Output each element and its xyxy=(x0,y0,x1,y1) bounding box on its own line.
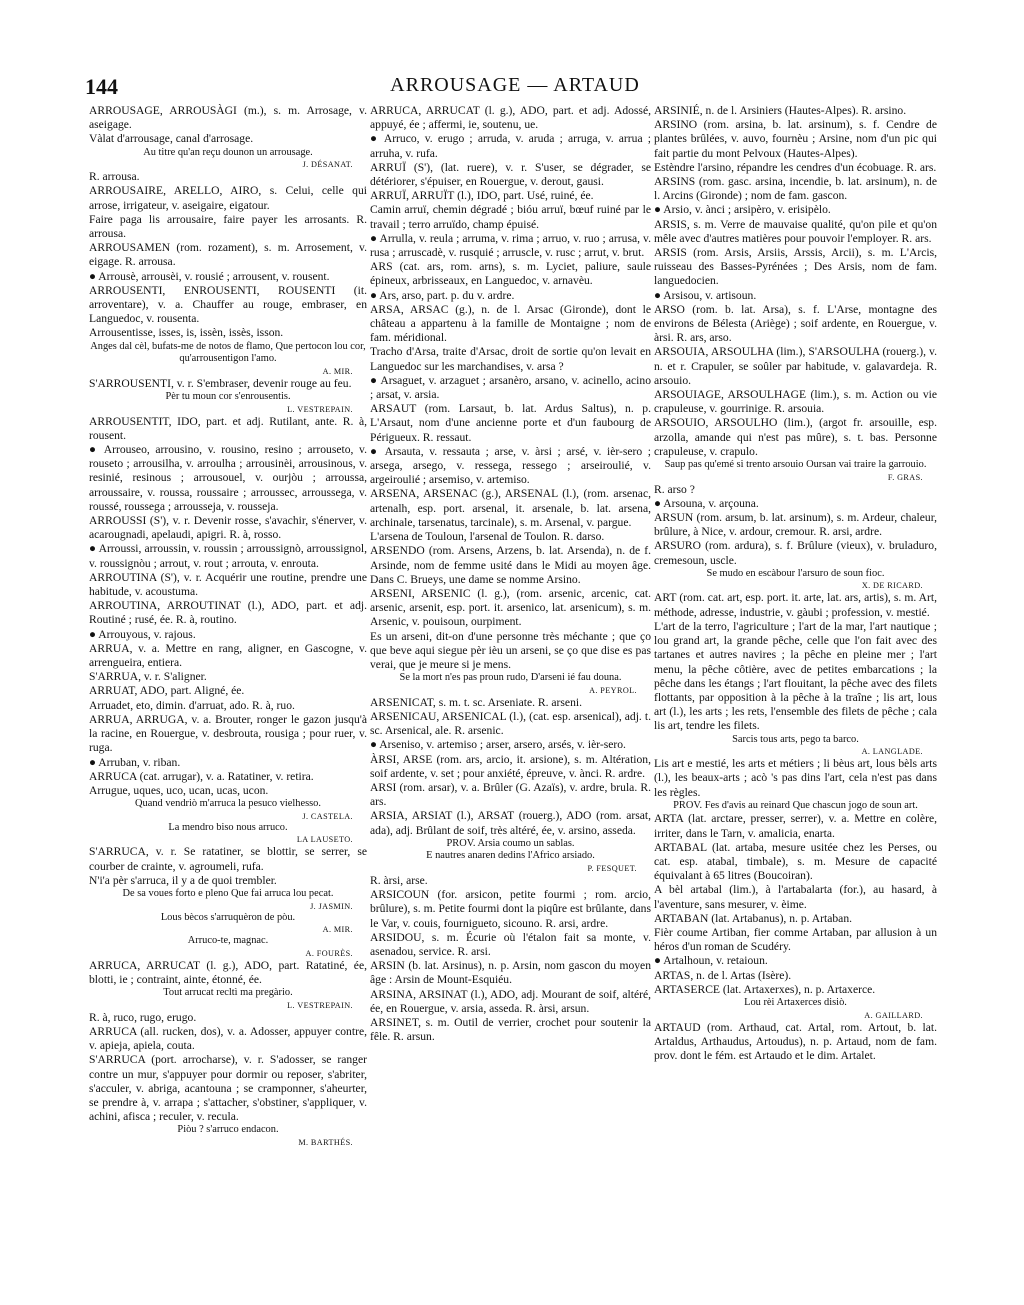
dictionary-entry: ARSIS (rom. Arsis, Arsiis, Arssis, Arcii), s. m. L'Arcis, ruisseau des Basses-Pyrénées ; Des Arsis, nom de fam. languedocien. xyxy=(654,246,937,288)
dictionary-entry: ARROUSSI (S'), v. r. Devenir rosse, s'avachir, s'énerver, v. acarougnadi, apelaudi, apigri. R. à, rosso. xyxy=(89,514,367,542)
dictionary-entry: ARRUCA (all. rucken, dos), v. a. Adosser, appuyer contre, v. apieja, apiela, couta. xyxy=(89,1024,367,1053)
dictionary-entry: ● Arsouna, v. arçouna. xyxy=(654,496,759,510)
dictionary-entry: ARROUTINA, ARROUTINAT (l.), ADO, part. et adj. Routiné ; rusé, ée. R. à, routino. xyxy=(89,599,367,627)
quotation: Arruco-te, magnac. xyxy=(187,935,269,947)
dictionary-entry: ● Arsaguet, v. arzaguet ; arsanèro, arsano, v. acinello, acino ; arsat, v. arsia. xyxy=(370,373,651,402)
dictionary-entry: ● Ars, arso, part. p. du v. ardre. xyxy=(370,288,515,302)
dictionary-entry: ● Arsauta, v. ressauta ; arse, v. àrsi ; arsé, v. ièr-sero ; arsega, arsego, v. ressega, ressego ; arseiroulié, v. argeiroulié ; arsemiso, v. artemiso. xyxy=(370,444,651,487)
dictionary-entry: ARSIS, s. m. Verre de mauvaise qualité, qu'on pile et qu'on mêle avec d'autres matières pour pouvoir l'employer. R. ars. xyxy=(654,217,937,245)
dictionary-entry: ARROUSENTIT, IDO, part. et adj. Rutilant, ante. R. à, rousent. xyxy=(89,414,367,442)
quotation: La mendro biso nous arruco. xyxy=(168,821,288,833)
dictionary-entry: S'ARROUSENTI, v. r. S'embraser, devenir rouge au feu. xyxy=(89,376,352,390)
quotation: E nautres anaren dedins l'Africo arsiado. xyxy=(426,850,595,862)
dictionary-entry: ● Artalhoun, v. retaioun. xyxy=(654,954,768,968)
dictionary-entry: L'art de la terro, l'agriculture ; l'art de la mar, l'art nautique ; lou grand art, la grande pêche, celle que l'on fait avec des tartanes et autres navires ; la pêche en pleine mer ; l'art menu, la pêche côtière, avec de petites embarcations ; la pêche dans les étangs ; l'art flouitant, la pêche avec des filets flottants, par opposition à la pêche à la traîne ; lis art, lous art (l.), les arts ; les rets, l'ensemble des filets de pêche ; cala lis art, tendre les filets. xyxy=(654,619,937,733)
dictionary-entry: S'ARRUCA, v. r. Se ratatiner, se blottir, se serrer, se courber de crainte, v. agroumeli, rufa. xyxy=(89,845,367,873)
column-3 xyxy=(654,104,937,1063)
dictionary-entry: ARSOUIAGE, ARSOULHAGE (lim.), s. m. Action ou vie crapuleuse, v. gourrinige. R. arsouia. xyxy=(654,388,937,416)
dictionary-entry: ARS (cat. ars, rom. arns), s. m. Lyciet, paliure, saule épineux, arbrisseaux, en Languedoc, v. arnavèu. xyxy=(370,260,651,288)
quotation-attribution: A. LANGLADE. xyxy=(861,747,923,757)
dictionary-entry: ARSAUT (rom. Larsaut, b. lat. Ardus Saltus), n. p. L'Arsaut, nom d'une ancienne porte et d'un faubourg de Périgueux. R. ressaut. xyxy=(370,402,651,444)
dictionary-entry: ARRUÏ, ARRUÏT (l.), IDO, part. Usé, ruiné, ée. xyxy=(370,189,594,203)
quotation: Piòu ? s'arruco endacon. xyxy=(177,1124,279,1136)
column-2 xyxy=(370,104,651,1044)
running-head: ARROUSAGE — ARTAUD xyxy=(390,74,640,96)
page-header xyxy=(85,74,945,104)
dictionary-entry: ● Arrulla, v. reula ; arruma, v. rima ; arruo, v. ruo ; arrusa, v. rusa ; arruscadè, v. rusquié ; arruscle, v. rusc ; arrut, v. brut. xyxy=(370,231,651,260)
dictionary-entry: ARSENA, ARSENAC (g.), ARSENAL (l.), (rom. arsenac, artenalh, esp. port. arsenal, it. arsenale, b. lat. arsena, archinale, tarsenatus, tarcinale), s. m. Arsenal, v. pargue. xyxy=(370,487,651,529)
dictionary-entry: Arruadet, eto, dimin. d'arruat, ado. R. à, ruo. xyxy=(89,698,295,712)
quotation: Se mudo en escàbour l'arsuro de soun fioc. xyxy=(706,567,885,579)
quotation-attribution: J. DÉSANAT. xyxy=(302,160,353,170)
dictionary-entry: Tracho d'Arsa, traite d'Arsac, droit de sortie qu'on levait en Languedoc sur les marchandises, v. arsa ? xyxy=(370,345,651,373)
dictionary-entry: R. àrsi, arse. xyxy=(370,873,428,887)
dictionary-entry: ARRUA, ARRUGA, v. a. Brouter, ronger le gazon jusqu'à la racine, en Rouergue, v. desbrouta, rousiga ; pour ruer, v. ruga. xyxy=(89,712,367,755)
dictionary-entry: ● Arsio, v. ànci ; arsipèro, v. erisipèlo. xyxy=(654,203,831,217)
dictionary-entry: ARSENICAU, ARSENICAL (l.), (cat. esp. arsenical), adj. t. sc. Arsenical, ale. R. arsenic. xyxy=(370,709,651,738)
dictionary-entry: N'i'a pèr s'arruca, il y a de quoi trembler. xyxy=(89,873,277,887)
dictionary-entry: ARSIA, ARSIAT (l.), ARSAT (rouerg.), ADO (rom. arsat, ada), adj. Brûlant de soif, très altéré, ée, v. arsino, asseda. xyxy=(370,809,651,837)
dictionary-entry: ● Arroussi, arroussin, v. roussin ; arroussignò, arroussignol, v. roussignòu ; arrout, v. rout ; arrouta, v. enrouta. xyxy=(89,542,367,570)
dictionary-entry: ART (rom. cat. art, esp. port. it. arte, lat. ars, artis), s. m. Art, méthode, adresse, industrie, v. gàubi ; profession, v. mestié. xyxy=(654,591,937,619)
dictionary-entry: ● Arrouseo, arrousino, v. rousino, resino ; arrouseto, v. rouseto ; arrousilha, v. arroulha ; arrousinèi, arrousinous, v. resinié, resinous ; arrousouel, v. ourjòu ; arroussa, arroussaire, v. roussa, roussaire ; arroussec, arroussega, v. roussé, roussega ; arrousseja, v. rousseja. xyxy=(89,443,367,513)
page-number: 144 xyxy=(85,74,118,99)
dictionary-entry: Fièr coume Artiban, fier comme Artaban, par allusion à un héros d'un roman de Scudéry. xyxy=(654,925,937,954)
dictionary-entry: ARRUÏ (S'), (lat. ruere), v. r. S'user, se dégrader, se détériorer, s'épuiser, en Rouergue, v. derout, gausi. xyxy=(370,160,651,189)
quotation: Saup pas qu'emé si trento arsouio Oursan vai traire la garrouio. xyxy=(664,459,927,471)
dictionary-entry: ARTABAN (lat. Artabanus), n. p. Artaban. xyxy=(654,911,853,925)
dictionary-entry: ARSICOUN (for. arsicon, petite fourmi ; rom. arcio, brûlure), s. m. Petite fourmi dont la piqûre est brûlante, dans le Var, v. couis, fournigueto, sicouno. R. arsi, ardre. xyxy=(370,888,651,930)
dictionary-entry: Camin arruï, chemin dégradé ; bióu arruï, bœuf ruiné par le travail ; terro arruïdo, champ épuisé. xyxy=(370,203,651,231)
quotation-attribution: L. VESTREPAIN. xyxy=(287,404,353,414)
quotation-attribution: F. GRAS. xyxy=(887,472,923,482)
dictionary-entry: ARTAS, n. de l. Artas (Isère). xyxy=(654,968,792,982)
dictionary-entry: ARSO (rom. b. lat. Arsa), s. f. L'Arse, montagne des environs de Bélesta (Ariège) ; soif ardente, en Rouergue, v. àrsi. R. ars, arso. xyxy=(654,302,937,345)
dictionary-entry: ARROUTINA (S'), v. r. Acquérir une routine, prendre une habitude, v. acoustuma. xyxy=(89,570,367,599)
dictionary-entry: ARSINIÉ, n. de l. Arsiniers (Hautes-Alpes). R. arsino. xyxy=(654,104,907,117)
dictionary-entry: ARSIN (b. lat. Arsinus), n. p. Arsin, nom gascon du moyen âge : Arsin de Mount-Esquiéu. xyxy=(370,959,651,987)
quotation-attribution: J. CASTELA. xyxy=(302,811,353,821)
dictionary-entry: ARSOUIA, ARSOULHA (lim.), S'ARSOULHA (rouerg.), v. n. et r. Crapuler, se soûler par habitude, v. galavardeja. R. arsouio. xyxy=(654,345,937,387)
dictionary-entry: ARSENDO (rom. Arsens, Arzens, b. lat. Arsenda), n. de f. Arsinde, nom de femme usité dans le Midi au moyen âge. Dans C. Brueys, une dame se nomme Arsino. xyxy=(370,544,651,586)
quotation: Pèr tu moun cor s'enrousentis. xyxy=(165,391,291,403)
dictionary-entry: R. arso ? xyxy=(654,482,695,496)
quotation: Lou rèi Artaxerces disiò. xyxy=(744,996,847,1008)
quotation-attribution: X. DE RICARD. xyxy=(861,581,923,591)
dictionary-entry: R. à, ruco, rugo, erugo. xyxy=(89,1010,197,1024)
quotation: PROV. Arsia coumo un sablas. xyxy=(446,837,575,849)
quotation: Tout arrucat recltì ma pregàrio. xyxy=(163,987,293,999)
quotation: Lous bècos s'arruquèron de pòu. xyxy=(160,911,296,923)
quotation: PROV. Fes d'avis au reinard Que chascun jogo de soun art. xyxy=(673,799,918,811)
quotation-attribution: A. PEYROL. xyxy=(589,685,637,695)
quotation: Au titre qu'an reçu dounon un arrousage. xyxy=(143,146,313,158)
quotation: De sa voues forto e pleno Que fai arruca lou pecat. xyxy=(122,887,334,899)
dictionary-entry: ● Arsisou, v. artisoun. xyxy=(654,288,757,302)
dictionary-entry: ARSOUIO, ARSOULHO (lim.), (argot fr. arsouille, esp. arzolla, amande qui n'est pas mûre), s. t. bas. Personne crapuleuse, v. crapulo. xyxy=(654,416,937,458)
dictionary-entry: ARSENI, ARSENIC (l. g.), (rom. arsenic, arcenic, cat. arsenic, arsenit, esp. port. it. arsenico, lat. arsenicum), s. m. Arsenic, v. pouisoun, ourpiment. xyxy=(370,586,651,629)
quotation-attribution: P. FESQUET. xyxy=(587,863,637,873)
dictionary-entry: ARTABAL (lat. artaba, mesure usitée chez les Perses, ou cat. esp. atabal, timbale), s. m. Mesure de capacité équivalant à 65 litres (Boucoiran). xyxy=(654,840,937,883)
dictionary-entry: ÀRSI, ARSE (rom. ars, arcio, it. arsione), s. m. Altération, soif ardente, v. set ; pour anxiété, épreuve, v. ànci. R. ardre. xyxy=(370,752,651,780)
dictionary-entry: ● Arruco, v. erugo ; arruda, v. aruda ; arruga, v. arrua ; arruha, v. rufa. xyxy=(370,132,651,160)
dictionary-entry: ARSINA, ARSINAT (l.), ADO, adj. Mourant de soif, altéré, ée, en Rouergue, v. arsia, asseda. R. àrsi, arsun. xyxy=(370,987,651,1015)
dictionary-entry: Arrugue, uques, uco, ucan, ucas, ucon. xyxy=(89,783,269,797)
dictionary-entry: ARTASERCE (lat. Artaxerxes), n. p. Artaxerce. xyxy=(654,982,876,996)
dictionary-entry: A bèl artabal (lim.), à l'artabalarta (for.), au hasard, à l'aventure, sans mesurer, v. èime. xyxy=(654,883,937,911)
column-1 xyxy=(89,104,367,1148)
quotation-attribution: A. GAILLARD. xyxy=(864,1010,923,1020)
dictionary-entry: S'ARRUA, v. r. S'aligner. xyxy=(89,670,207,684)
dictionary-entry: ARSA, ARSAC (g.), n. de l. Arsac (Gironde), dont le château a appartenu à la famille de Montaigne ; nom de fam. méridional. xyxy=(370,302,651,345)
dictionary-entry: Es un arseni, dit-on d'une personne très méchante ; que ço que beve aqui siegue pèr ièu un arseni, se ço que dise es pas verai, que je meure si je mens. xyxy=(370,629,651,671)
dictionary-entry: ● Arrouyous, v. rajous. xyxy=(89,627,196,641)
dictionary-entry: R. arrousa. xyxy=(89,170,140,184)
dictionary-entry: ARSINO (rom. arsina, b. lat. arsinum), s. f. Cendre de plantes brûlées, v. auvo, fournèu ; Arsine, nom d'un pic qui fait partie du mont Pelvoux (Hautes-Alpes). xyxy=(654,118,937,160)
quotation: Anges dal cèl, bufats-me de notos de flamo, Que pertocon lou cor, qu'arrousentigon l'amo. xyxy=(90,340,366,365)
quotation: Sarcis tous arts, pego ta barco. xyxy=(732,733,859,745)
quotation: Quand vendriò m'arruca la pesuco vielhesso. xyxy=(135,798,321,810)
dictionary-entry: ● Arseniso, v. artemiso ; arser, arsero, arsés, v. ièr-sero. xyxy=(370,738,626,752)
dictionary-entry: ARRUCA, ARRUCAT (l. g.), ADO, part. et adj. Adossé, appuyé, ée ; affermi, ie, soutenu, ue. xyxy=(370,104,651,132)
dictionary-entry: ARRUCA, ARRUCAT (l. g.), ADO, part. Ratatiné, ée, blotti, ie ; contraint, ainte, étonné, ée. xyxy=(89,958,367,986)
dictionary-entry: ARSIDOU, s. m. Écurie où l'étalon fait sa monte, v. asenadou, service. R. arsi. xyxy=(370,930,651,958)
dictionary-entry: Estèndre l'arsino, répandre les cendres d'un écobuage. R. ars. xyxy=(654,160,937,174)
dictionary-entry: Vàlat d'arrousage, canal d'arrosage. xyxy=(89,132,254,146)
dictionary-entry: L'arsena de Touloun, l'arsenal de Toulon. R. darso. xyxy=(370,530,605,544)
dictionary-entry: ARSURO (rom. ardura), s. f. Brûlure (vieux), v. bruladuro, cremesoun, uscle. xyxy=(654,539,937,567)
dictionary-entry: ARROUSAIRE, ARELLO, AIRO, s. Celui, celle qui arrose, irrigateur, v. aseigaire, eigatour. xyxy=(89,184,367,212)
dictionary-entry: Faire paga lis arrousaire, faire payer les arrosants. R. arrousa. xyxy=(89,212,367,241)
dictionary-entry: ARRUCA (cat. arrugar), v. a. Ratatiner, v. retira. xyxy=(89,769,314,783)
dictionary-entry: ARROUSAGE, ARROUSÀGI (m.), s. m. Arrosage, v. aseigage. xyxy=(89,104,367,132)
dictionary-entry: ARTA (lat. arctare, presser, serrer), v. a. Mettre en colère, irriter, dans le Tarn, v. amalicia, enarta. xyxy=(654,812,937,840)
quotation-attribution: A. MIR. xyxy=(322,366,353,376)
quotation-attribution: A. MIR. xyxy=(322,925,353,935)
dictionary-entry: Arrousentisse, isses, is, issèn, issès, isson. xyxy=(89,326,284,340)
dictionary-entry: S'ARRUCA (port. arrocharse), v. r. S'adosser, se ranger contre un mur, s'appuyer pour dormir ou reposer, s'abriter, s'acculer, v. abriga, acantouna ; se cramponner, s'aheurter, se prendre à, v. arrapa ; s'attacher, s'obstiner, s'appliquer, v. achini, afisca ; reculer, v. recula. xyxy=(89,1053,367,1124)
dictionary-entry: ARTAUD (rom. Arthaud, cat. Artal, rom. Artout, b. lat. Artaldus, Arthaudus, Artoudus), n. p. Artaud, nom de fam. prov. dont le fém. est Artaudo et le dim. Artalet. xyxy=(654,1020,937,1062)
dictionary-entry: ARSINS (rom. gasc. arsina, incendie, b. lat. arsinum), n. de l. Arcins (Gironde) ; nom de fam. gascon. xyxy=(654,175,937,203)
quotation-attribution: L. VESTREPAIN. xyxy=(287,1000,353,1010)
quotation-attribution: A. FOURÈS. xyxy=(305,948,353,958)
quotation-attribution: J. JASMIN. xyxy=(310,901,353,911)
dictionary-entry: ARSUN (rom. arsum, b. lat. arsinum), s. m. Ardeur, chaleur, brûlure, à Nice, v. ardour, cremour. R. arsi, ardre. xyxy=(654,511,937,539)
dictionary-entry: ARRUAT, ADO, part. Aligné, ée. xyxy=(89,684,245,698)
quotation: Se la mort n'es pas proun rudo, D'arseni ié fau douna. xyxy=(399,672,622,684)
dictionary-entry: ● Arruban, v. riban. xyxy=(89,755,181,769)
quotation-attribution: LA LAUSETO. xyxy=(296,835,353,845)
dictionary-entry: Lis art e mestié, les arts et métiers ; li bèus art, lous bèls arts (l.), les beaux-arts ; acò 's pas dins l'art, cela n'est pas dans les règles. xyxy=(654,757,937,799)
dictionary-entry: ARROUSENTI, ENROUSENTI, ROUSENTI (it. arroventare), v. a. Chauffer au rouge, embraser, en Languedoc, v. rousenta. xyxy=(89,283,367,326)
dictionary-entry: ARSENICAT, s. m. t. sc. Arseniate. R. arseni. xyxy=(370,695,582,709)
dictionary-entry: ● Arrousè, arrousèi, v. rousié ; arrousent, v. rousent. xyxy=(89,269,330,283)
dictionary-entry: ARROUSAMEN (rom. rozament), s. m. Arrosement, v. eigage. R. arrousa. xyxy=(89,241,367,269)
dictionary-entry: ARRUA, v. a. Mettre en rang, aligner, en Gascogne, v. arrengueira, entiera. xyxy=(89,641,367,670)
quotation-attribution: M. BARTHÉS. xyxy=(298,1137,353,1147)
dictionary-entry: ARSI (rom. arsar), v. a. Brûler (G. Azaïs), v. ardre, brula. R. ars. xyxy=(370,780,651,809)
dictionary-entry: ARSINET, s. m. Outil de verrier, crochet pour soutenir la fêle. R. arsun. xyxy=(370,1015,651,1044)
